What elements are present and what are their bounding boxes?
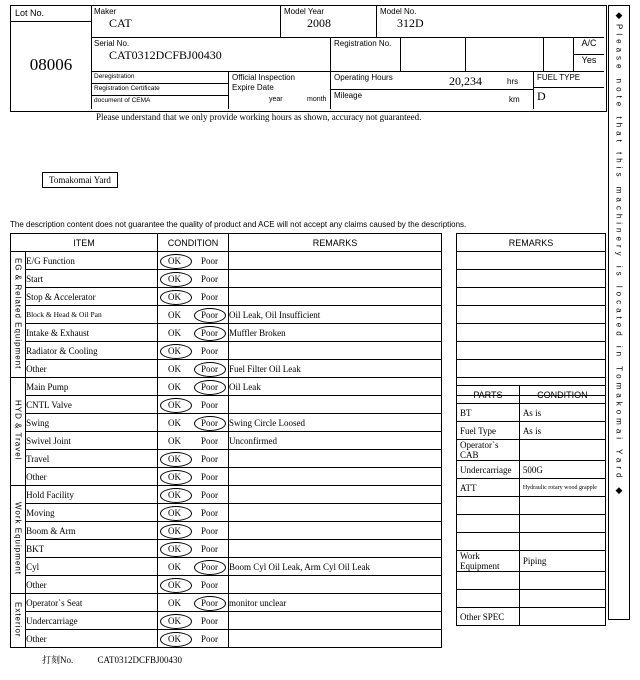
poor-option[interactable]: Poor [200, 489, 218, 500]
ok-option[interactable]: OK [167, 273, 181, 284]
document-cema-cell [91, 96, 229, 109]
remarks-row-cell [457, 324, 606, 342]
spec-row [457, 572, 606, 590]
header-condition: CONDITION [158, 234, 229, 252]
table-row [11, 630, 442, 648]
condition-cell[interactable] [158, 540, 229, 558]
operating-hours-label: Operating Hours [334, 73, 393, 82]
spec-condition-cell: As is [519, 404, 605, 422]
condition-cell[interactable] [158, 612, 229, 630]
parts-cell: Radiator & Cooling [26, 342, 158, 360]
table-row [11, 414, 442, 432]
serial-cell [91, 38, 331, 72]
document-cema-label: document of CEMA [94, 97, 151, 104]
poor-option[interactable]: Poor [200, 255, 218, 266]
poor-option[interactable]: Poor [200, 561, 218, 572]
fuel-type-label: FUEL TYPE [537, 73, 581, 82]
remarks-cell: Swing Circle Loosed [229, 414, 442, 432]
remarks-row-cell [457, 252, 606, 270]
condition-cell[interactable] [158, 468, 229, 486]
spec-row [457, 515, 606, 533]
table-row [11, 378, 442, 396]
parts-cell: Block & Head & Oil Pan [26, 306, 158, 324]
remarks-cell: monitor unclear [229, 594, 442, 612]
poor-option[interactable]: Poor [200, 507, 218, 518]
ok-option[interactable]: OK [167, 561, 181, 572]
fuel-type-value: D [537, 89, 546, 103]
ok-option[interactable]: OK [167, 597, 181, 608]
table-row [11, 306, 442, 324]
ok-option[interactable]: OK [167, 255, 181, 266]
ok-option[interactable]: OK [167, 489, 181, 500]
spec-row [457, 422, 606, 440]
parts-cell: Start [26, 270, 158, 288]
spec-row [457, 497, 606, 515]
fuel-type-cell [534, 72, 604, 88]
spec-condition-cell [519, 608, 605, 626]
ok-option[interactable]: OK [167, 453, 181, 464]
ok-option[interactable]: OK [167, 633, 181, 644]
table-row [11, 612, 442, 630]
spec-condition-cell [519, 533, 605, 551]
ok-option[interactable]: OK [167, 363, 181, 374]
spec-condition-cell [519, 515, 605, 533]
ok-option[interactable]: OK [167, 309, 181, 320]
parts-cell: Travel [26, 450, 158, 468]
parts-cell: Cyl [26, 558, 158, 576]
group-label-0 [11, 252, 26, 378]
registration-certificate-label: Registration Certificate [94, 85, 160, 92]
model-no-cell [377, 6, 604, 38]
fuel-type-value-cell [534, 88, 604, 109]
condition-cell[interactable] [158, 522, 229, 540]
model-year-label: Model Year [284, 7, 325, 16]
table-row [11, 342, 442, 360]
remarks-row [457, 270, 606, 288]
month-label: month [307, 96, 327, 103]
condition-cell[interactable] [158, 630, 229, 648]
remarks-table-header: REMARKS [457, 234, 606, 252]
maker-label: Maker [94, 7, 117, 16]
remarks-row-cell [457, 270, 606, 288]
ok-option[interactable]: OK [167, 435, 181, 446]
remarks-row [457, 288, 606, 306]
operating-hours-cell [331, 72, 534, 90]
poor-option[interactable]: Poor [200, 309, 218, 320]
poor-option[interactable]: Poor [200, 471, 218, 482]
table-row [11, 396, 442, 414]
remarks-row-cell [457, 360, 606, 378]
spec-condition-cell: As is [519, 422, 605, 440]
ok-option[interactable]: OK [167, 381, 181, 392]
lot-label: Lot No. [11, 6, 91, 22]
spec-row [457, 404, 606, 422]
group-label-2 [11, 486, 26, 594]
spec-parts-cell [457, 497, 520, 515]
table-row [11, 468, 442, 486]
spec-table [456, 385, 606, 626]
table-row [11, 504, 442, 522]
remarks-cell [229, 396, 442, 414]
spec-parts-cell: BT [457, 404, 520, 422]
spec-parts-cell: Work Equipment [457, 551, 520, 572]
remarks-cell [229, 612, 442, 630]
parts-cell: Swivel Joint [26, 432, 158, 450]
table-row [11, 558, 442, 576]
remarks-cell [229, 342, 442, 360]
model-year-cell [281, 6, 377, 38]
poor-option[interactable]: Poor [200, 453, 218, 464]
stamp-no-value: CAT0312DCFBJ00430 [97, 655, 183, 665]
parts-cell: Other [26, 360, 158, 378]
spec-condition-cell: 500G [519, 461, 605, 479]
spec-condition-cell [519, 572, 605, 590]
condition-cell[interactable] [158, 396, 229, 414]
remarks-cell [229, 252, 442, 270]
remarks-cell [229, 540, 442, 558]
condition-cell[interactable] [158, 432, 229, 450]
spec-parts-cell: Fuel Type [457, 422, 520, 440]
ac-value: Yes [574, 55, 604, 72]
header-block [10, 5, 607, 112]
group-label-3 [11, 594, 26, 648]
official-inspection-cell [229, 72, 331, 109]
poor-option[interactable]: Poor [200, 525, 218, 536]
spec-header-parts: PARTS [457, 386, 520, 404]
condition-cell[interactable] [158, 594, 229, 612]
poor-option[interactable]: Poor [200, 543, 218, 554]
registration-blank-cell [466, 38, 544, 72]
spec-parts-cell [457, 572, 520, 590]
remarks-cell [229, 450, 442, 468]
remarks-cell: Oil Leak, Oil Insufficient [229, 306, 442, 324]
spec-condition-cell: Hydraulic rotary wood grapple [519, 479, 605, 497]
condition-cell[interactable] [158, 558, 229, 576]
condition-cell[interactable] [158, 270, 229, 288]
poor-option[interactable]: Poor [200, 597, 218, 608]
ok-option[interactable]: OK [167, 417, 181, 428]
ok-option[interactable]: OK [167, 615, 181, 626]
deregistration-label: Deregistration [94, 73, 135, 80]
condition-cell[interactable] [158, 342, 229, 360]
poor-option[interactable]: Poor [200, 291, 218, 302]
ok-option[interactable]: OK [167, 543, 181, 554]
remarks-cell [229, 288, 442, 306]
parts-cell: Hold Facility [26, 486, 158, 504]
table-row [11, 450, 442, 468]
spec-row [457, 479, 606, 497]
side-strip-text: Please note that this machinery is located in Tomakomai Yard [614, 24, 624, 482]
spec-row [457, 608, 606, 626]
spec-header-row [457, 386, 606, 404]
remarks-cell [229, 270, 442, 288]
spec-row [457, 533, 606, 551]
footer [42, 653, 182, 666]
condition-cell[interactable] [158, 378, 229, 396]
remarks-table [456, 233, 606, 396]
spec-parts-cell [457, 515, 520, 533]
poor-option[interactable]: Poor [200, 381, 218, 392]
diamond-icon-bottom: ◆ [615, 485, 623, 496]
registration-label: Registration No. [334, 39, 392, 48]
parts-cell: Other [26, 630, 158, 648]
remarks-row-cell [457, 342, 606, 360]
spec-header-condition: CONDITION [519, 386, 605, 404]
lot-value: 08006 [29, 55, 73, 74]
poor-option[interactable]: Poor [200, 399, 218, 410]
poor-option[interactable]: Poor [200, 273, 218, 284]
spec-parts-cell: Undercarriage [457, 461, 520, 479]
blank-cell-2 [544, 38, 574, 72]
header-remarks: REMARKS [229, 234, 442, 252]
poor-option[interactable]: Poor [200, 363, 218, 374]
table-row [11, 288, 442, 306]
model-no-value: 312D [397, 16, 424, 30]
condition-cell[interactable] [158, 504, 229, 522]
table-row [11, 540, 442, 558]
ok-option[interactable]: OK [167, 525, 181, 536]
poor-option[interactable]: Poor [200, 579, 218, 590]
ok-option[interactable]: OK [167, 345, 181, 356]
condition-cell[interactable] [158, 486, 229, 504]
remarks-cell [229, 504, 442, 522]
official-inspection-label: Official Inspection [232, 73, 295, 82]
condition-cell[interactable] [158, 252, 229, 270]
model-no-label: Model No. [380, 7, 417, 16]
remarks-cell: Boom Cyl Oil Leak, Arm Cyl Oil Leak [229, 558, 442, 576]
mileage-cell [331, 90, 534, 109]
inspection-table [10, 233, 442, 648]
spec-condition-cell [519, 440, 605, 461]
ok-option[interactable]: OK [167, 507, 181, 518]
hours-notice: Please understand that we only provide working hours as shown, accuracy not guaranteed. [96, 112, 422, 122]
expire-date-label: Expire Date [232, 83, 274, 92]
remarks-row [457, 306, 606, 324]
spec-parts-cell: Operator`s CAB [457, 440, 520, 461]
remarks-cell [229, 486, 442, 504]
ok-option[interactable]: OK [167, 471, 181, 482]
group-label-text: HYD & Travel [13, 400, 23, 461]
serial-value: CAT0312DCFBJ00430 [109, 48, 222, 62]
poor-option[interactable]: Poor [200, 435, 218, 446]
poor-option[interactable]: Poor [200, 417, 218, 428]
ok-option[interactable]: OK [167, 327, 181, 338]
condition-cell[interactable] [158, 306, 229, 324]
poor-option[interactable]: Poor [200, 633, 218, 644]
table-row [11, 360, 442, 378]
spec-row [457, 590, 606, 608]
remarks-row [457, 252, 606, 270]
spec-row [457, 461, 606, 479]
spec-row [457, 551, 606, 572]
poor-option[interactable]: Poor [200, 327, 218, 338]
condition-cell[interactable] [158, 450, 229, 468]
parts-cell: CNTL Valve [26, 396, 158, 414]
remarks-cell [229, 630, 442, 648]
spec-parts-cell: ATT [457, 479, 520, 497]
registration-value-cell [401, 38, 466, 72]
group-label-1 [11, 378, 26, 486]
remarks-cell [229, 468, 442, 486]
table-row [11, 270, 442, 288]
lot-cell [11, 6, 92, 109]
table-header-row [11, 234, 442, 252]
remarks-row-cell [457, 288, 606, 306]
spec-condition-cell [519, 590, 605, 608]
spec-parts-cell [457, 590, 520, 608]
parts-cell: Stop & Accelerator [26, 288, 158, 306]
header-item: ITEM [11, 234, 158, 252]
remarks-row [457, 324, 606, 342]
parts-cell: Operator`s Seat [26, 594, 158, 612]
spec-row [457, 440, 606, 461]
condition-cell[interactable] [158, 360, 229, 378]
spec-parts-cell [457, 533, 520, 551]
remarks-header-row [457, 234, 606, 252]
table-row [11, 522, 442, 540]
group-label-text: Exterior [13, 601, 23, 638]
condition-cell[interactable] [158, 288, 229, 306]
ok-option[interactable]: OK [167, 291, 181, 302]
model-year-value: 2008 [307, 16, 331, 30]
hrs-label: hrs [507, 77, 519, 86]
ac-label: A/C [574, 38, 604, 55]
parts-cell: Intake & Exhaust [26, 324, 158, 342]
table-row [11, 576, 442, 594]
parts-cell: Other [26, 468, 158, 486]
table-row [11, 252, 442, 270]
parts-cell: Moving [26, 504, 158, 522]
remarks-cell [229, 576, 442, 594]
parts-cell: Main Pump [26, 378, 158, 396]
maker-value: CAT [109, 16, 132, 30]
condition-cell[interactable] [158, 324, 229, 342]
mileage-label: Mileage [334, 91, 363, 100]
disclaimer-text: The description content does not guarantee the quality of product and ACE will not accept any claims caused by the descriptions. [10, 220, 467, 229]
table-row [11, 324, 442, 342]
ok-option[interactable]: OK [167, 399, 181, 410]
remarks-cell: Fuel Filter Oil Leak [229, 360, 442, 378]
deregistration-cell [91, 72, 229, 84]
remarks-row [457, 342, 606, 360]
parts-cell: BKT [26, 540, 158, 558]
registration-certificate-cell [91, 84, 229, 96]
remarks-cell [229, 522, 442, 540]
yard-tag: Tomakomai Yard [42, 172, 118, 188]
parts-cell: Other [26, 576, 158, 594]
operating-hours-value: 20,234 [449, 74, 482, 88]
registration-cell [331, 38, 401, 72]
table-row [11, 486, 442, 504]
group-label-text: EG & Related Equipment [13, 257, 23, 370]
diamond-icon-top: ◆ [615, 10, 623, 20]
remarks-cell: Muffler Broken [229, 324, 442, 342]
condition-cell[interactable] [158, 414, 229, 432]
remarks-row-cell [457, 306, 606, 324]
parts-cell: E/G Function [26, 252, 158, 270]
parts-cell: Swing [26, 414, 158, 432]
side-strip [608, 5, 630, 620]
poor-option[interactable]: Poor [200, 615, 218, 626]
remarks-cell: Oil Leak [229, 378, 442, 396]
group-label-text: Work Equipment [13, 502, 23, 575]
spec-condition-cell: Piping [519, 551, 605, 572]
parts-cell: Undercarriage [26, 612, 158, 630]
remarks-row [457, 360, 606, 378]
table-row [11, 594, 442, 612]
condition-cell[interactable] [158, 576, 229, 594]
stamp-no-label: 打刻No. [42, 655, 74, 665]
parts-cell: Boom & Arm [26, 522, 158, 540]
spec-condition-cell [519, 497, 605, 515]
km-label: km [509, 95, 520, 104]
remarks-cell: Unconfirmed [229, 432, 442, 450]
serial-label: Serial No. [94, 39, 130, 48]
maker-cell [91, 6, 281, 38]
table-row [11, 432, 442, 450]
ok-option[interactable]: OK [167, 579, 181, 590]
year-label: year [269, 96, 283, 103]
poor-option[interactable]: Poor [200, 345, 218, 356]
spec-parts-cell: Other SPEC [457, 608, 520, 626]
